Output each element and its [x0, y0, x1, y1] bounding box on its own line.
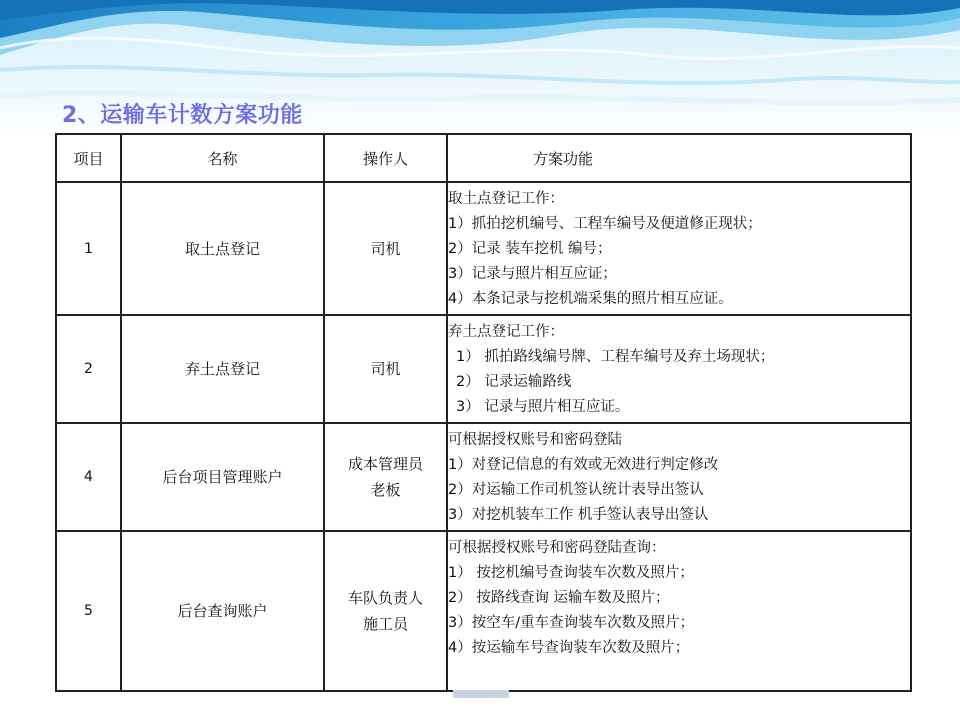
- table-header-row: [56, 134, 911, 182]
- row-functions: [447, 423, 911, 531]
- function-table-container: [55, 133, 910, 691]
- slide-title: 2、运输车计数方案功能: [62, 103, 303, 128]
- header-operator: 操作人: [324, 134, 447, 182]
- function-line: 1） 抓拍路线编号牌、工程车编号及弃土场现状；: [456, 349, 775, 365]
- function-line: 可根据授权账号和密码登陆查询：: [448, 540, 666, 556]
- table-row: [56, 315, 911, 423]
- operator-line: 成本管理员: [347, 455, 423, 473]
- function-table: [55, 133, 912, 692]
- function-line: 4）本条记录与挖机端采集的照片相互应证。: [448, 291, 733, 307]
- row-functions: [447, 182, 911, 315]
- header-name: 名称: [121, 134, 324, 182]
- row-name: 后台查询账户: [121, 531, 324, 691]
- function-line: 3）记录与照片相互应证；: [448, 266, 617, 282]
- row-functions: [447, 531, 911, 691]
- row-name: 弃土点登记: [121, 315, 324, 423]
- function-line: 2） 记录运输路线: [456, 374, 572, 390]
- row-operator: [324, 182, 447, 315]
- row-operator: [324, 531, 447, 691]
- operator-line: 老板: [370, 481, 401, 499]
- decorative-tab: [453, 690, 509, 698]
- row-operator: [324, 423, 447, 531]
- function-line: 3）按空车/重车查询装车次数及照片；: [448, 615, 695, 631]
- operator-line: 司机: [370, 360, 401, 378]
- row-name: 后台项目管理账户: [121, 423, 324, 531]
- operator-line: 车队负责人: [347, 589, 423, 607]
- row-name: 取土点登记: [121, 182, 324, 315]
- row-operator: [324, 315, 447, 423]
- function-line: 1）对登记信息的有效或无效进行判定修改: [448, 457, 719, 473]
- function-line: 2）记录 装车挖机 编号；: [448, 241, 612, 257]
- header-id: 项目: [56, 134, 121, 182]
- function-line: 取土点登记工作：: [448, 191, 564, 207]
- header-functions: 方案功能: [447, 134, 911, 182]
- function-line: 3）对挖机装车工作 机手签认表导出签认: [448, 507, 709, 523]
- function-line: 2）对运输工作司机签认统计表导出签认: [448, 482, 704, 498]
- function-line: 2） 按路线查询 运输车数及照片；: [448, 590, 670, 606]
- table-row: [56, 423, 911, 531]
- function-line: 1）抓拍挖机编号、工程车编号及便道修正现状；: [448, 216, 762, 232]
- row-id: 5: [56, 531, 121, 691]
- operator-line: 司机: [370, 239, 401, 258]
- function-line: 弃土点登记工作：: [448, 324, 564, 340]
- row-id: 4: [56, 423, 121, 531]
- row-id: 1: [56, 182, 121, 315]
- function-line: 4）按运输车号查询装车次数及照片；: [448, 640, 690, 656]
- function-line: 可根据授权账号和密码登陆: [448, 432, 622, 448]
- function-line: 3） 记录与照片相互应证。: [456, 399, 630, 415]
- row-id: 2: [56, 315, 121, 423]
- function-line: 1） 按挖机编号查询装车次数及照片；: [448, 565, 694, 581]
- table-row: [56, 182, 911, 315]
- operator-line: 施工员: [362, 615, 408, 633]
- row-functions: [447, 315, 911, 423]
- table-row: [56, 531, 911, 691]
